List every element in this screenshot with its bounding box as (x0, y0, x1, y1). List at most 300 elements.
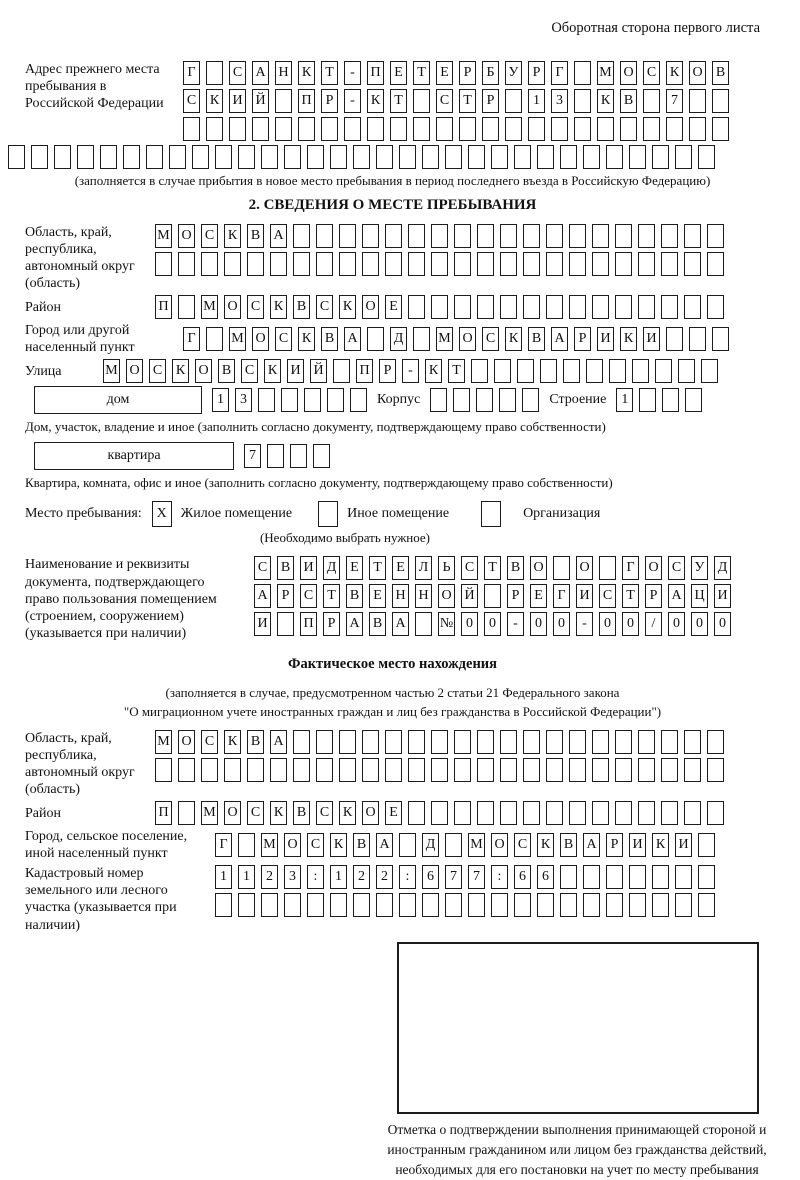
char-cell[interactable] (431, 295, 448, 319)
char-cell[interactable]: С (201, 730, 218, 754)
char-cell[interactable] (505, 117, 522, 141)
char-cell[interactable] (333, 359, 350, 383)
char-cell[interactable] (267, 444, 284, 468)
char-cell[interactable] (238, 145, 255, 169)
char-cell[interactable] (468, 145, 485, 169)
char-cell[interactable] (698, 893, 715, 917)
char-cell[interactable]: 3 (284, 865, 301, 889)
char-cell[interactable] (477, 758, 494, 782)
char-cell[interactable] (666, 327, 683, 351)
char-cell[interactable] (477, 224, 494, 248)
char-cell[interactable]: М (201, 801, 218, 825)
char-cell[interactable]: Е (385, 801, 402, 825)
char-cell[interactable] (546, 224, 563, 248)
char-cell[interactable]: В (277, 556, 294, 580)
char-cell[interactable] (178, 252, 195, 276)
char-cell[interactable] (362, 730, 379, 754)
char-cell[interactable]: В (560, 833, 577, 857)
char-cell[interactable]: С (514, 833, 531, 857)
char-cell[interactable]: В (293, 801, 310, 825)
char-cell[interactable] (293, 730, 310, 754)
char-cell[interactable]: 7 (666, 89, 683, 113)
char-cell[interactable] (261, 145, 278, 169)
char-cell[interactable] (385, 252, 402, 276)
char-cell[interactable] (8, 145, 25, 169)
char-cell[interactable]: М (155, 224, 172, 248)
char-cell[interactable] (408, 252, 425, 276)
char-cell[interactable] (155, 758, 172, 782)
char-cell[interactable] (675, 893, 692, 917)
char-cell[interactable] (330, 145, 347, 169)
char-cell[interactable] (54, 145, 71, 169)
char-cell[interactable] (307, 893, 324, 917)
char-cell[interactable]: 7 (445, 865, 462, 889)
char-cell[interactable]: М (436, 327, 453, 351)
char-cell[interactable]: К (505, 327, 522, 351)
char-cell[interactable]: - (507, 612, 524, 636)
char-cell[interactable]: К (224, 730, 241, 754)
char-cell[interactable] (638, 730, 655, 754)
char-cell[interactable] (592, 730, 609, 754)
char-cell[interactable]: С (247, 295, 264, 319)
char-cell[interactable] (327, 388, 344, 412)
char-cell[interactable] (652, 865, 669, 889)
char-cell[interactable] (206, 117, 223, 141)
char-cell[interactable]: С (482, 327, 499, 351)
char-cell[interactable]: А (376, 833, 393, 857)
char-cell[interactable] (123, 145, 140, 169)
char-cell[interactable]: У (691, 556, 708, 580)
char-cell[interactable]: Н (392, 584, 409, 608)
char-cell[interactable] (77, 145, 94, 169)
char-cell[interactable] (574, 117, 591, 141)
char-cell[interactable]: К (270, 801, 287, 825)
char-cell[interactable]: С (316, 295, 333, 319)
char-cell[interactable] (523, 224, 540, 248)
char-cell[interactable]: К (206, 89, 223, 113)
char-cell[interactable] (477, 252, 494, 276)
char-cell[interactable] (638, 758, 655, 782)
char-cell[interactable] (689, 117, 706, 141)
char-cell[interactable] (390, 117, 407, 141)
char-cell[interactable] (606, 893, 623, 917)
char-cell[interactable] (284, 145, 301, 169)
char-cell[interactable] (155, 252, 172, 276)
char-cell[interactable]: : (491, 865, 508, 889)
char-cell[interactable]: Д (422, 833, 439, 857)
char-cell[interactable]: О (195, 359, 212, 383)
char-cell[interactable] (339, 758, 356, 782)
char-cell[interactable] (698, 145, 715, 169)
char-cell[interactable]: С (229, 61, 246, 85)
char-cell[interactable] (500, 730, 517, 754)
char-cell[interactable] (445, 145, 462, 169)
char-cell[interactable]: Г (183, 61, 200, 85)
char-cell[interactable]: Д (323, 556, 340, 580)
char-cell[interactable] (638, 252, 655, 276)
char-cell[interactable]: Й (252, 89, 269, 113)
char-cell[interactable] (290, 444, 307, 468)
char-cell[interactable] (684, 801, 701, 825)
char-cell[interactable] (454, 224, 471, 248)
char-cell[interactable] (445, 833, 462, 857)
char-cell[interactable]: А (252, 61, 269, 85)
char-cell[interactable]: К (264, 359, 281, 383)
char-cell[interactable] (684, 730, 701, 754)
char-cell[interactable] (307, 145, 324, 169)
char-cell[interactable] (652, 893, 669, 917)
char-cell[interactable] (553, 556, 570, 580)
char-cell[interactable]: Г (215, 833, 232, 857)
char-cell[interactable]: Р (379, 359, 396, 383)
char-cell[interactable] (661, 224, 678, 248)
char-cell[interactable] (413, 117, 430, 141)
char-cell[interactable]: К (597, 89, 614, 113)
char-cell[interactable] (491, 893, 508, 917)
char-cell[interactable]: В (247, 224, 264, 248)
char-cell[interactable]: П (367, 61, 384, 85)
char-cell[interactable]: Р (645, 584, 662, 608)
char-cell[interactable] (569, 224, 586, 248)
char-cell[interactable] (431, 730, 448, 754)
char-cell[interactable] (666, 117, 683, 141)
char-cell[interactable] (523, 758, 540, 782)
char-cell[interactable] (224, 252, 241, 276)
char-cell[interactable] (422, 893, 439, 917)
char-cell[interactable] (408, 295, 425, 319)
char-cell[interactable]: : (399, 865, 416, 889)
char-cell[interactable] (330, 893, 347, 917)
char-cell[interactable] (31, 145, 48, 169)
char-cell[interactable]: Р (277, 584, 294, 608)
char-cell[interactable]: Р (321, 89, 338, 113)
char-cell[interactable]: 3 (235, 388, 252, 412)
char-cell[interactable]: М (155, 730, 172, 754)
char-cell[interactable]: Г (622, 556, 639, 580)
char-cell[interactable]: Р (482, 89, 499, 113)
char-cell[interactable]: 1 (212, 388, 229, 412)
char-cell[interactable] (537, 893, 554, 917)
char-cell[interactable] (313, 444, 330, 468)
char-cell[interactable] (569, 758, 586, 782)
char-cell[interactable]: М (201, 295, 218, 319)
char-cell[interactable] (615, 801, 632, 825)
char-cell[interactable]: М (597, 61, 614, 85)
char-cell[interactable] (178, 758, 195, 782)
char-cell[interactable]: Е (369, 584, 386, 608)
char-cell[interactable]: Ц (691, 584, 708, 608)
char-cell[interactable] (620, 117, 637, 141)
char-cell[interactable]: О (126, 359, 143, 383)
char-cell[interactable] (201, 758, 218, 782)
char-cell[interactable] (453, 388, 470, 412)
char-cell[interactable]: В (346, 584, 363, 608)
char-cell[interactable]: В (293, 295, 310, 319)
char-cell[interactable] (629, 145, 646, 169)
char-cell[interactable] (413, 89, 430, 113)
char-cell[interactable] (638, 801, 655, 825)
char-cell[interactable]: Е (530, 584, 547, 608)
char-cell[interactable] (661, 758, 678, 782)
char-cell[interactable]: Е (392, 556, 409, 580)
char-cell[interactable] (592, 295, 609, 319)
char-cell[interactable] (661, 730, 678, 754)
char-cell[interactable]: П (356, 359, 373, 383)
char-cell[interactable] (514, 893, 531, 917)
char-cell[interactable] (454, 252, 471, 276)
char-cell[interactable] (707, 801, 724, 825)
char-cell[interactable] (639, 388, 656, 412)
char-cell[interactable] (661, 252, 678, 276)
char-cell[interactable]: К (270, 295, 287, 319)
char-cell[interactable]: 6 (422, 865, 439, 889)
char-cell[interactable] (684, 758, 701, 782)
char-cell[interactable]: К (425, 359, 442, 383)
char-cell[interactable]: 0 (461, 612, 478, 636)
char-cell[interactable] (643, 117, 660, 141)
char-cell[interactable] (344, 117, 361, 141)
char-cell[interactable] (523, 730, 540, 754)
char-cell[interactable] (362, 252, 379, 276)
char-cell[interactable]: О (438, 584, 455, 608)
char-cell[interactable] (537, 145, 554, 169)
char-cell[interactable] (339, 730, 356, 754)
char-cell[interactable]: А (346, 612, 363, 636)
char-cell[interactable] (574, 89, 591, 113)
char-cell[interactable] (362, 758, 379, 782)
char-cell[interactable]: С (183, 89, 200, 113)
char-cell[interactable] (100, 145, 117, 169)
char-cell[interactable] (546, 295, 563, 319)
char-cell[interactable] (431, 252, 448, 276)
char-cell[interactable] (284, 893, 301, 917)
char-cell[interactable]: С (643, 61, 660, 85)
char-cell[interactable]: О (178, 224, 195, 248)
char-cell[interactable]: Т (413, 61, 430, 85)
char-cell[interactable] (551, 117, 568, 141)
char-cell[interactable]: И (714, 584, 731, 608)
char-cell[interactable]: - (576, 612, 593, 636)
char-cell[interactable] (546, 801, 563, 825)
char-cell[interactable] (689, 89, 706, 113)
char-cell[interactable] (376, 893, 393, 917)
char-cell[interactable]: 0 (484, 612, 501, 636)
char-cell[interactable] (178, 801, 195, 825)
char-cell[interactable]: / (645, 612, 662, 636)
char-cell[interactable] (445, 893, 462, 917)
char-cell[interactable]: - (344, 89, 361, 113)
char-cell[interactable] (491, 145, 508, 169)
char-cell[interactable]: 1 (215, 865, 232, 889)
char-cell[interactable]: И (229, 89, 246, 113)
char-cell[interactable] (293, 758, 310, 782)
char-cell[interactable] (546, 730, 563, 754)
char-cell[interactable]: С (668, 556, 685, 580)
char-cell[interactable]: Т (390, 89, 407, 113)
char-cell[interactable]: П (155, 801, 172, 825)
char-cell[interactable] (606, 865, 623, 889)
char-cell[interactable] (277, 612, 294, 636)
char-cell[interactable] (353, 145, 370, 169)
char-cell[interactable]: О (178, 730, 195, 754)
char-cell[interactable] (385, 730, 402, 754)
char-cell[interactable] (661, 295, 678, 319)
char-cell[interactable] (192, 145, 209, 169)
char-cell[interactable]: Т (459, 89, 476, 113)
char-cell[interactable]: С (461, 556, 478, 580)
char-cell[interactable] (707, 224, 724, 248)
char-cell[interactable] (316, 252, 333, 276)
char-cell[interactable] (399, 833, 416, 857)
char-cell[interactable] (615, 252, 632, 276)
char-cell[interactable]: И (576, 584, 593, 608)
char-cell[interactable]: С (247, 801, 264, 825)
char-cell[interactable]: В (528, 327, 545, 351)
char-cell[interactable] (701, 359, 718, 383)
char-cell[interactable]: С (275, 327, 292, 351)
char-cell[interactable] (583, 145, 600, 169)
char-cell[interactable] (500, 295, 517, 319)
char-cell[interactable] (707, 252, 724, 276)
char-cell[interactable]: 2 (376, 865, 393, 889)
char-cell[interactable] (652, 145, 669, 169)
char-cell[interactable] (569, 801, 586, 825)
char-cell[interactable]: А (392, 612, 409, 636)
char-cell[interactable] (661, 801, 678, 825)
stay-type-checkbox-other[interactable] (318, 501, 338, 527)
char-cell[interactable] (707, 295, 724, 319)
char-cell[interactable] (385, 758, 402, 782)
char-cell[interactable] (560, 893, 577, 917)
char-cell[interactable]: Е (436, 61, 453, 85)
char-cell[interactable] (275, 117, 292, 141)
char-cell[interactable] (430, 388, 447, 412)
char-cell[interactable] (500, 758, 517, 782)
char-cell[interactable]: П (155, 295, 172, 319)
char-cell[interactable] (629, 893, 646, 917)
char-cell[interactable] (629, 865, 646, 889)
char-cell[interactable]: В (369, 612, 386, 636)
char-cell[interactable] (484, 584, 501, 608)
char-cell[interactable] (293, 252, 310, 276)
char-cell[interactable]: А (668, 584, 685, 608)
apartment-field-box[interactable]: квартира (34, 442, 234, 470)
char-cell[interactable]: В (247, 730, 264, 754)
char-cell[interactable]: О (362, 295, 379, 319)
char-cell[interactable] (662, 388, 679, 412)
char-cell[interactable]: К (224, 224, 241, 248)
char-cell[interactable]: Т (323, 584, 340, 608)
char-cell[interactable]: 1 (616, 388, 633, 412)
char-cell[interactable] (592, 252, 609, 276)
char-cell[interactable]: В (218, 359, 235, 383)
char-cell[interactable]: С (241, 359, 258, 383)
char-cell[interactable]: К (330, 833, 347, 857)
char-cell[interactable] (431, 224, 448, 248)
char-cell[interactable] (399, 893, 416, 917)
char-cell[interactable] (183, 117, 200, 141)
char-cell[interactable]: Д (390, 327, 407, 351)
char-cell[interactable]: Й (310, 359, 327, 383)
char-cell[interactable] (316, 758, 333, 782)
char-cell[interactable] (477, 730, 494, 754)
char-cell[interactable]: К (298, 61, 315, 85)
char-cell[interactable] (215, 145, 232, 169)
char-cell[interactable]: К (652, 833, 669, 857)
char-cell[interactable]: - (402, 359, 419, 383)
char-cell[interactable] (477, 295, 494, 319)
char-cell[interactable] (675, 865, 692, 889)
char-cell[interactable]: С (149, 359, 166, 383)
char-cell[interactable] (304, 388, 321, 412)
char-cell[interactable] (408, 730, 425, 754)
char-cell[interactable] (422, 145, 439, 169)
char-cell[interactable] (477, 801, 494, 825)
char-cell[interactable] (615, 224, 632, 248)
char-cell[interactable]: 0 (714, 612, 731, 636)
char-cell[interactable] (540, 359, 557, 383)
char-cell[interactable]: О (689, 61, 706, 85)
char-cell[interactable] (583, 893, 600, 917)
char-cell[interactable] (471, 359, 488, 383)
char-cell[interactable] (247, 758, 264, 782)
char-cell[interactable] (523, 801, 540, 825)
char-cell[interactable] (685, 388, 702, 412)
char-cell[interactable] (522, 388, 539, 412)
char-cell[interactable]: А (583, 833, 600, 857)
char-cell[interactable] (413, 327, 430, 351)
char-cell[interactable]: Ь (438, 556, 455, 580)
char-cell[interactable] (707, 758, 724, 782)
char-cell[interactable] (321, 117, 338, 141)
char-cell[interactable]: М (261, 833, 278, 857)
char-cell[interactable] (431, 801, 448, 825)
char-cell[interactable]: Е (346, 556, 363, 580)
char-cell[interactable]: С (436, 89, 453, 113)
char-cell[interactable] (574, 61, 591, 85)
char-cell[interactable] (224, 758, 241, 782)
char-cell[interactable]: О (252, 327, 269, 351)
char-cell[interactable] (609, 359, 626, 383)
char-cell[interactable]: Т (369, 556, 386, 580)
char-cell[interactable] (476, 388, 493, 412)
char-cell[interactable]: 0 (553, 612, 570, 636)
char-cell[interactable] (431, 758, 448, 782)
char-cell[interactable]: О (459, 327, 476, 351)
char-cell[interactable] (376, 145, 393, 169)
char-cell[interactable] (252, 117, 269, 141)
char-cell[interactable] (546, 252, 563, 276)
char-cell[interactable] (367, 327, 384, 351)
char-cell[interactable]: О (620, 61, 637, 85)
house-field-box[interactable]: дом (34, 386, 202, 414)
char-cell[interactable]: И (597, 327, 614, 351)
char-cell[interactable]: О (224, 295, 241, 319)
char-cell[interactable]: М (103, 359, 120, 383)
char-cell[interactable]: В (620, 89, 637, 113)
char-cell[interactable]: К (537, 833, 554, 857)
char-cell[interactable]: Р (528, 61, 545, 85)
char-cell[interactable]: 3 (551, 89, 568, 113)
char-cell[interactable]: Г (553, 584, 570, 608)
stay-type-checkbox-organization[interactable] (481, 501, 501, 527)
char-cell[interactable] (482, 117, 499, 141)
char-cell[interactable] (684, 295, 701, 319)
char-cell[interactable] (689, 327, 706, 351)
char-cell[interactable]: О (645, 556, 662, 580)
char-cell[interactable]: Е (385, 295, 402, 319)
char-cell[interactable] (523, 295, 540, 319)
